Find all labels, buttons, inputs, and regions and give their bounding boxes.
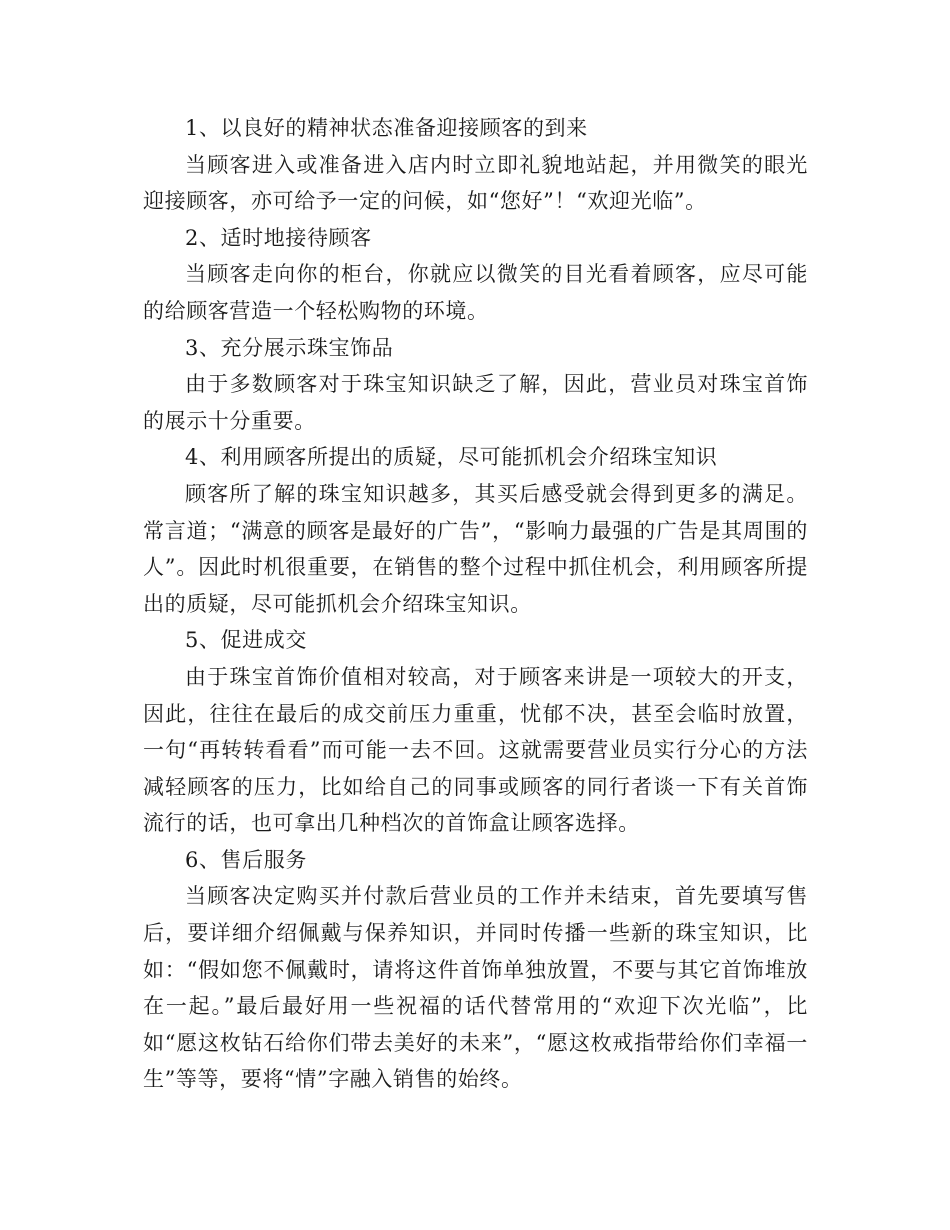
- section-body-5: 由于珠宝首饰价值相对较高，对于顾客来讲是一项较大的开支，因此，往往在最后的成交前压力重重，忧郁不决，甚至会临时放置，一句“再转转看看”而可能一去不回。这就需要营业员实行分心的方法减轻顾客的压力，比如给自己的同事或顾客的同行者谈一下有关首饰流行的话，也可拿出几种档次的首饰盒让顾客选择。: [143, 664, 808, 836]
- section-heading-3: 3、充分展示珠宝饰品: [185, 335, 394, 360]
- section-heading-1: 1、以良好的精神状态准备迎接顾客的到来: [185, 116, 588, 140]
- section-body-3: 由于多数顾客对于珠宝知识缺乏了解，因此，营业员对珠宝首饰的展示十分重要。: [143, 372, 808, 433]
- section-body-6: 当顾客决定购买并付款后营业员的工作并未结束，首先要填写售后，要详细介绍佩戴与保养知识，并同时传播一些新的珠宝知识，比如：“假如您不佩戴时，请将这件首饰单独放置，不要与其它首饰堆放在一起。”最后最好用一些祝福的话代替常用的“欢迎下次光临”，比如“愿这枚钻石给你们带去美好的未来”，“愿这枚戒指带给你们幸福一生”等等，要将“情”字融入销售的始终。: [143, 884, 808, 1092]
- section-heading-2: 2、适时地接待顾客: [185, 225, 372, 250]
- section-heading-6: 6、售后服务: [185, 847, 307, 872]
- document-page: [143, 110, 808, 1098]
- section-heading-5: 5、促进成交: [185, 628, 307, 653]
- section-body-1: 当顾客进入或准备进入店内时立即礼貌地站起，并用微笑的眼光迎接顾客，亦可给予一定的问候，如“您好”！“欢迎光临”。: [143, 152, 808, 214]
- section-body-4: 顾客所了解的珠宝知识越多，其买后感受就会得到更多的满足。常言道；“满意的顾客是最好的广告”，“影响力最强的广告是其周围的人”。因此时机很重要，在销售的整个过程中抓住机会，利用顾客所提出的质疑，尽可能抓机会介绍珠宝知识。: [143, 481, 808, 616]
- section-heading-4: 4、利用顾客所提出的质疑，尽可能抓机会介绍珠宝知识: [185, 445, 718, 470]
- section-body-2: 当顾客走向你的柜台，你就应以微笑的目光看着顾客，应尽可能的给顾客营造一个轻松购物的环境。: [143, 262, 808, 323]
